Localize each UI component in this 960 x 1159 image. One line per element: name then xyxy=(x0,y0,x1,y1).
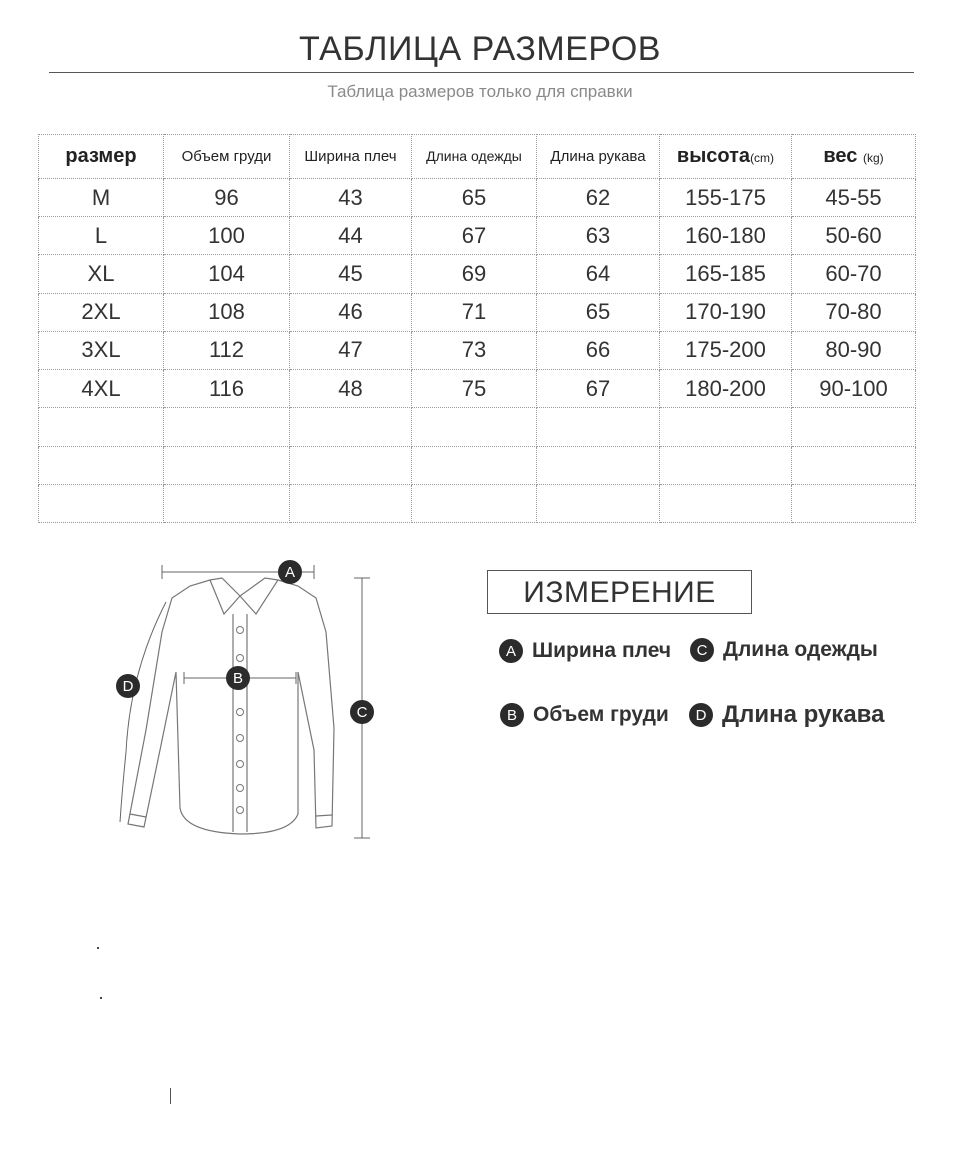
table-cell: 90-100 xyxy=(792,370,916,408)
legend-item-b xyxy=(500,703,669,727)
marker-c-icon: C xyxy=(690,638,714,662)
marker-d-icon: D xyxy=(689,703,713,727)
table-cell: 50-60 xyxy=(792,217,916,255)
table-cell xyxy=(39,484,164,522)
table-cell: 175-200 xyxy=(660,331,792,369)
table-cell: 73 xyxy=(412,331,537,369)
table-cell: 155-175 xyxy=(660,179,792,217)
table-cell: 67 xyxy=(412,217,537,255)
measure-line-d xyxy=(120,602,166,822)
column-header-chest: Объем груди xyxy=(164,135,290,179)
table-cell xyxy=(412,484,537,522)
table-cell: 71 xyxy=(412,293,537,331)
page-subtitle: Таблица размеров только для справки xyxy=(327,82,633,101)
table-row xyxy=(39,217,916,255)
table-cell: 160-180 xyxy=(660,217,792,255)
table-cell: 3XL xyxy=(39,331,164,369)
table-cell: 75 xyxy=(412,370,537,408)
table-body xyxy=(39,179,916,523)
table-cell: 2XL xyxy=(39,293,164,331)
table-cell: 46 xyxy=(290,293,412,331)
table-cell xyxy=(412,408,537,446)
legend-label-shoulder: Ширина плеч xyxy=(532,639,672,662)
svg-text:A: A xyxy=(284,564,296,581)
table-cell xyxy=(290,446,412,484)
measurement-title: ИЗМЕРЕНИЕ xyxy=(487,570,752,614)
table-row xyxy=(39,408,916,446)
table-row xyxy=(39,255,916,293)
page-title: ТАБЛИЦА РАЗМЕРОВ xyxy=(299,30,661,68)
column-header-height: высота(cm) xyxy=(660,135,792,179)
table-cell: 65 xyxy=(412,179,537,217)
svg-text:D: D xyxy=(122,678,134,695)
table-cell xyxy=(39,408,164,446)
table-cell xyxy=(412,446,537,484)
column-header-weight: вес (kg) xyxy=(792,135,916,179)
table-cell: 116 xyxy=(164,370,290,408)
stray-divider xyxy=(170,1088,171,1104)
shirt-collar xyxy=(210,578,278,614)
table-cell xyxy=(660,484,792,522)
svg-text:B: B xyxy=(232,670,244,687)
table-cell: 104 xyxy=(164,255,290,293)
table-cell: 47 xyxy=(290,331,412,369)
marker-b-icon: B xyxy=(500,703,524,727)
button-icon xyxy=(237,785,244,792)
table-cell xyxy=(792,484,916,522)
table-cell xyxy=(537,446,660,484)
button-icon xyxy=(237,627,244,634)
table-row xyxy=(39,293,916,331)
legend-item-d xyxy=(689,701,884,729)
legend-item-c xyxy=(690,638,878,662)
shirt-diagram xyxy=(100,552,390,852)
table-cell: 80-90 xyxy=(792,331,916,369)
table-cell: M xyxy=(39,179,164,217)
table-cell: 66 xyxy=(537,331,660,369)
table-row xyxy=(39,484,916,522)
table-cell xyxy=(290,484,412,522)
table-cell xyxy=(164,484,290,522)
table-cell: L xyxy=(39,217,164,255)
legend-label-sleeve: Длина рукава xyxy=(722,701,885,728)
column-header-shoulder: Ширина плеч xyxy=(290,135,412,179)
table-cell: XL xyxy=(39,255,164,293)
column-header-size: размер xyxy=(39,135,164,179)
legend-label-chest: Объем груди xyxy=(533,703,669,726)
table-cell: 112 xyxy=(164,331,290,369)
table-cell xyxy=(792,408,916,446)
table-cell: 4XL xyxy=(39,370,164,408)
table-cell xyxy=(537,408,660,446)
table-cell xyxy=(164,408,290,446)
button-icon xyxy=(237,655,244,662)
shirt-cuff-left xyxy=(130,814,146,817)
button-icon xyxy=(237,761,244,768)
table-cell: 44 xyxy=(290,217,412,255)
table-cell xyxy=(164,446,290,484)
table-row xyxy=(39,370,916,408)
size-table xyxy=(38,134,916,523)
table-cell: 45-55 xyxy=(792,179,916,217)
button-icon xyxy=(237,807,244,814)
marker-a-icon: A xyxy=(499,639,523,663)
button-icon xyxy=(237,735,244,742)
table-cell xyxy=(660,408,792,446)
table-cell: 43 xyxy=(290,179,412,217)
shirt-outline xyxy=(128,580,334,834)
table-cell: 48 xyxy=(290,370,412,408)
legend-item-a xyxy=(499,639,671,663)
table-cell: 65 xyxy=(537,293,660,331)
table-cell: 70-80 xyxy=(792,293,916,331)
table-cell: 60-70 xyxy=(792,255,916,293)
button-icon xyxy=(237,709,244,716)
table-cell: 170-190 xyxy=(660,293,792,331)
table-cell: 180-200 xyxy=(660,370,792,408)
table-cell xyxy=(660,446,792,484)
svg-text:C: C xyxy=(356,704,368,721)
table-cell xyxy=(39,446,164,484)
table-cell: 100 xyxy=(164,217,290,255)
table-cell xyxy=(537,484,660,522)
table-cell: 62 xyxy=(537,179,660,217)
table-row xyxy=(39,179,916,217)
table-row xyxy=(39,446,916,484)
table-cell xyxy=(290,408,412,446)
shirt-cuff-right xyxy=(316,815,332,816)
table-cell: 108 xyxy=(164,293,290,331)
table-cell: 45 xyxy=(290,255,412,293)
table-cell: 96 xyxy=(164,179,290,217)
table-cell: 63 xyxy=(537,217,660,255)
table-header-row xyxy=(39,135,916,179)
stray-dot xyxy=(100,997,102,999)
column-header-sleeve: Длина рукава xyxy=(537,135,660,179)
table-cell xyxy=(792,446,916,484)
table-cell: 165-185 xyxy=(660,255,792,293)
title-divider xyxy=(49,72,914,73)
table-cell: 69 xyxy=(412,255,537,293)
table-cell: 64 xyxy=(537,255,660,293)
stray-dot xyxy=(97,947,99,949)
table-row xyxy=(39,331,916,369)
column-header-length: Длина одежды xyxy=(412,135,537,179)
table-cell: 67 xyxy=(537,370,660,408)
legend-label-length: Длина одежды xyxy=(723,638,878,661)
